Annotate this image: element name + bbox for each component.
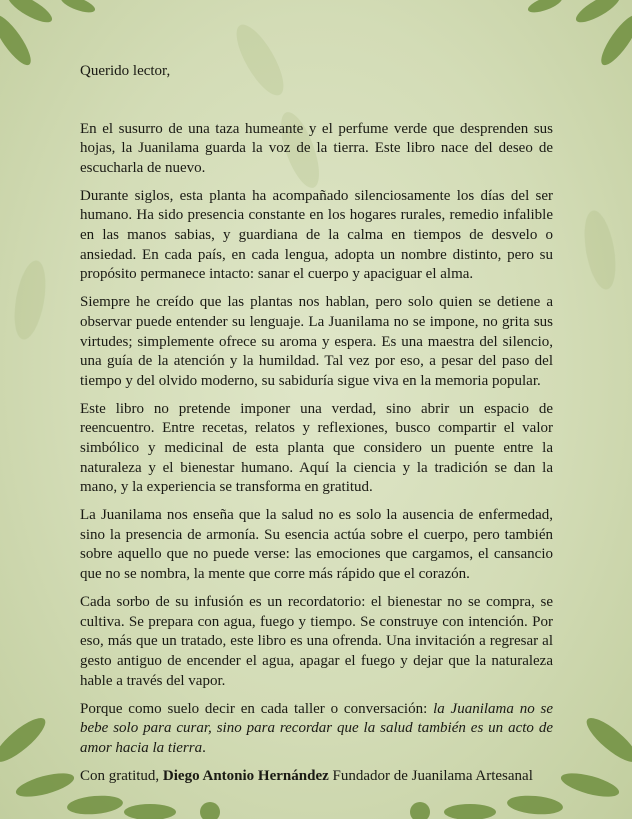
paragraph: Este libro no pretende imponer una verdad, sino abrir un espacio de reencuentro. Entre recetas, relatos y reflexiones, busco compartir el valor simbólico y medicinal de esta planta que considero un puente entre la naturaleza y el bienestar humano. Aquí la ciencia y la tradición se dan la mano, y la experiencia se transforma en gratitud. [80, 400, 553, 496]
paragraph: Siempre he creído que las plantas nos hablan, pero solo quien se detiene a observar puede entender su lenguaje. La Juanilama no se impone, no grita sus virtudes; simplemente ofrece su aroma y espera. Es una maestra del silencio, una guía de la atención y la humildad. Tal vez por eso, a pesar del paso del tiempo y del olvido moderno, su sabiduría sigue viva en la memoria popular. [80, 294, 553, 389]
paragraph: Durante siglos, esta planta ha acompañado silenciosamente los días del ser humano. Ha sido presencia constante en los hogares rurales, remedio infalible en las manos sabias, y guardiana de la calma en tiempos de desvelo o ansiedad. En cada país, en cada lengua, adopta un nombre distinto, pero su propósito permanece intacto: sanar el cuerpo y apaciguar el alma. [80, 187, 553, 283]
signature [80, 767, 553, 787]
paragraph: En el susurro de una taza humeante y el perfume verde que desprenden sus hojas, la Juanilama guarda la voz de la tierra. Este libro nace del deseo de escucharla de nuevo. [80, 120, 553, 176]
author-title: Fundador de Juanilama Artesanal [328, 767, 533, 784]
paragraph: La Juanilama nos enseña que la salud no es solo la ausencia de enfermedad, sino la presencia de armonía. Su esencia actúa sobre el cuerpo, pero también sobre aquello que no puede verse: las emociones que cargamos, el cansancio que no se nombra, la mente que corre más rápido que el corazón. [80, 507, 553, 583]
quote-paragraph [80, 700, 553, 759]
paragraph: Cada sorbo de su infusión es un recordatorio: el bienestar no se compra, se cultiva. Se prepara con agua, fuego y tiempo. Se construye con intención. Por eso, más que un tratado, este libro es una ofrenda. Una invitación a regresar al gesto antiguo de encender el agua, apagar el fuego y dejar que la naturaleza hable a través del vapor. [80, 594, 553, 689]
closing: Con gratitud, [80, 767, 163, 784]
quote-intro: Porque como suelo decir en cada taller o conversación: [80, 700, 434, 717]
greeting: Querido lector, [80, 63, 171, 79]
quote-end: . [202, 739, 206, 756]
letter [80, 62, 553, 795]
author-name: Diego Antonio Hernández [162, 767, 329, 784]
quote: la Juanilama no se bebe solo para curar, sino para recordar que la salud también es un acto de amor hacia la tierra [80, 700, 553, 756]
